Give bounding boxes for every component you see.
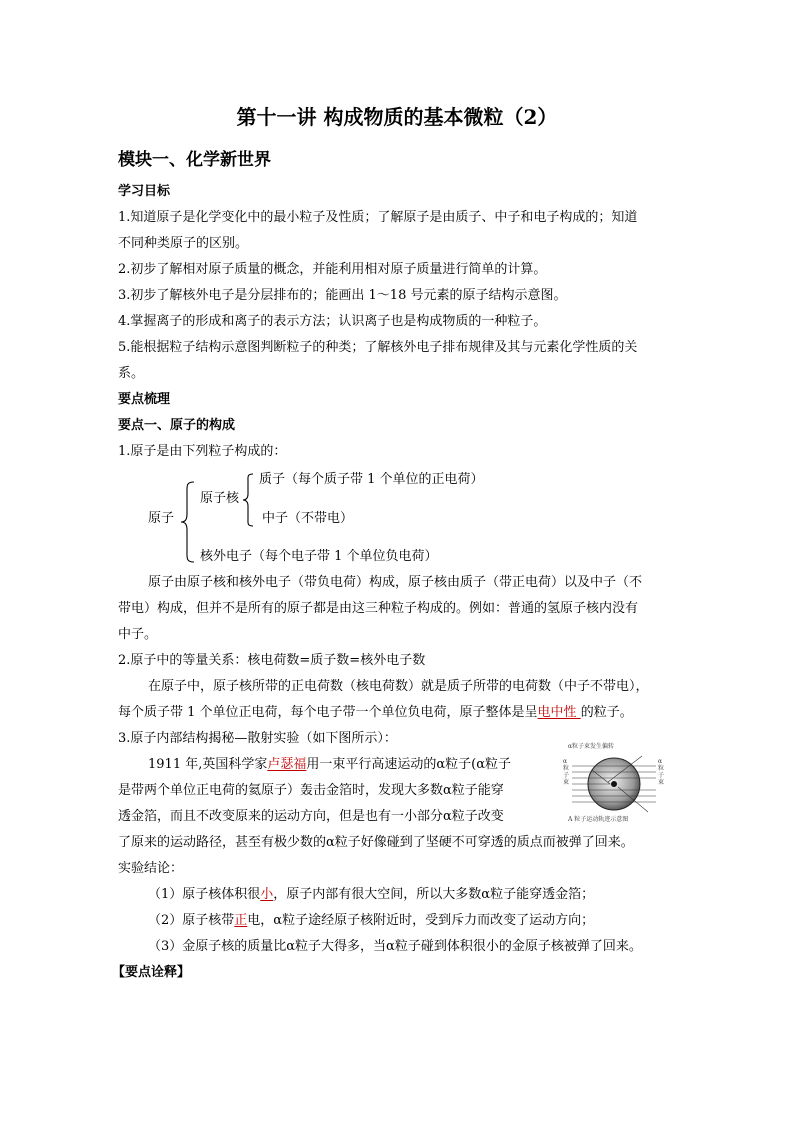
text-segment: 每个质子带 1 个单位正电荷，每个电子带一个单位负电荷，原子整体是呈 <box>118 705 538 720</box>
paragraph-line: 在原子中，原子核所带的正电荷数（核电荷数）就是质子所带的电荷数（中子不带电）， <box>148 679 649 694</box>
objective-line: 5.能根据粒子结构示意图判断粒子的种类；了解核外电子排布规律及其与元素化学性质的关 <box>118 340 638 355</box>
subheading-1: 1.原子是由下列粒子构成的： <box>118 444 287 459</box>
objective-line: 4.掌握离子的形成和离子的表示方法；认识离子也是构成物质的一种粒子。 <box>118 314 547 329</box>
conclusion-item <box>148 886 594 904</box>
text-segment: （1）原子核体积很 <box>148 887 261 902</box>
text-segment: （2）原子核带 <box>148 913 235 928</box>
conclusion-heading: 实验结论： <box>118 861 184 876</box>
paragraph-line <box>148 756 511 774</box>
scattering-figure <box>562 742 666 826</box>
subheading-2: 2.原子中的等量关系：核电荷数=质子数=核外电子数 <box>118 653 426 668</box>
highlight-neutral: 电中性 <box>537 705 581 720</box>
objective-line: 2.初步了解相对原子质量的概念，并能利用相对原子质量进行简单的计算。 <box>118 262 547 277</box>
paragraph-line: 原子由原子核和核外电子（带负电荷）构成，原子核由质子（带正电荷）以及中子（不 <box>148 575 643 590</box>
highlight-small: 小 <box>260 887 274 902</box>
objectives-heading: 学习目标 <box>118 184 171 199</box>
text-segment: 1911 年,英国科学家 <box>148 757 268 772</box>
text-segment: ，原子内部有很大空间，所以大多数α粒子能穿透金箔； <box>273 887 595 902</box>
outer-brace <box>178 480 198 564</box>
paragraph-line: 是带两个单位正电荷的氦原子）轰击金箔时，发现大多数α粒子能穿 <box>118 783 504 798</box>
objective-line: 3.初步了解核外电子是分层排布的；能画出 1～18 号元素的原子结构示意图。 <box>118 288 567 303</box>
objective-line: 1.知道原子是化学变化中的最小粒子及性质；了解原子是由质子、中子和电子构成的；知道 <box>118 210 638 225</box>
paragraph-line: 透金箔，而且不改变原来的运动方向，但是也有一小部分α粒子改变 <box>118 809 504 824</box>
text-segment: 的粒子。 <box>580 705 633 720</box>
key-points-heading: 要点梳理 <box>118 392 171 407</box>
neutron-label: 中子（不带电） <box>262 511 354 526</box>
nucleus-label: 原子核 <box>200 491 240 506</box>
point1-heading: 要点一、原子的构成 <box>118 418 236 433</box>
figure-label-right: α粒子束 <box>658 758 665 786</box>
figure-label-left: α粒子束 <box>563 758 570 786</box>
paragraph-line: 中子。 <box>118 627 158 642</box>
subheading-3: 3.原子内部结构揭秘—散射实验（如下图所示）： <box>118 731 397 746</box>
lesson-title: 第十一讲 构成物质的基本微粒（2） <box>236 105 558 129</box>
proton-label: 质子（每个质子带 1 个单位的正电荷） <box>259 472 484 487</box>
inner-brace <box>240 472 256 528</box>
highlight-rutherford: 卢瑟福 <box>267 757 307 772</box>
electron-label: 核外电子（每个电子带 1 个单位负电荷） <box>200 549 438 564</box>
text-segment: 电，α粒子途经原子核附近时，受到斥力而改变了运动方向； <box>247 913 595 928</box>
conclusion-item <box>148 912 594 930</box>
text-segment: 用一束平行高速运动的α粒子(α粒子 <box>306 757 512 772</box>
paragraph-line: 了原来的运动路径，甚至有极少数的α粒子好像碰到了坚硬不可穿透的质点而被弹了回来。 <box>118 835 634 850</box>
figure-caption-bottom: A 粒子运动轨迹示意图 <box>568 816 629 823</box>
notes-heading: 【要点诠释】 <box>112 965 191 980</box>
module-heading: 模块一、化学新世界 <box>118 150 271 170</box>
paragraph-line <box>118 704 633 722</box>
objective-line: 不同种类原子的区别。 <box>118 236 249 251</box>
paragraph-line: 带电）构成，但并不是所有的原子都是由这三种粒子构成的。例如：普通的氢原子核内没有 <box>118 601 639 616</box>
atom-label: 原子 <box>148 511 175 526</box>
conclusion-item: （3）金原子核的质量比α粒子大得多，当α粒子碰到体积很小的金原子核被弹了回来。 <box>148 939 642 954</box>
gold-foil-atom-icon <box>562 742 666 826</box>
objective-line: 系。 <box>118 366 145 381</box>
figure-caption-top: α粒子束发生偏转 <box>568 743 615 750</box>
highlight-positive: 正 <box>234 913 248 928</box>
